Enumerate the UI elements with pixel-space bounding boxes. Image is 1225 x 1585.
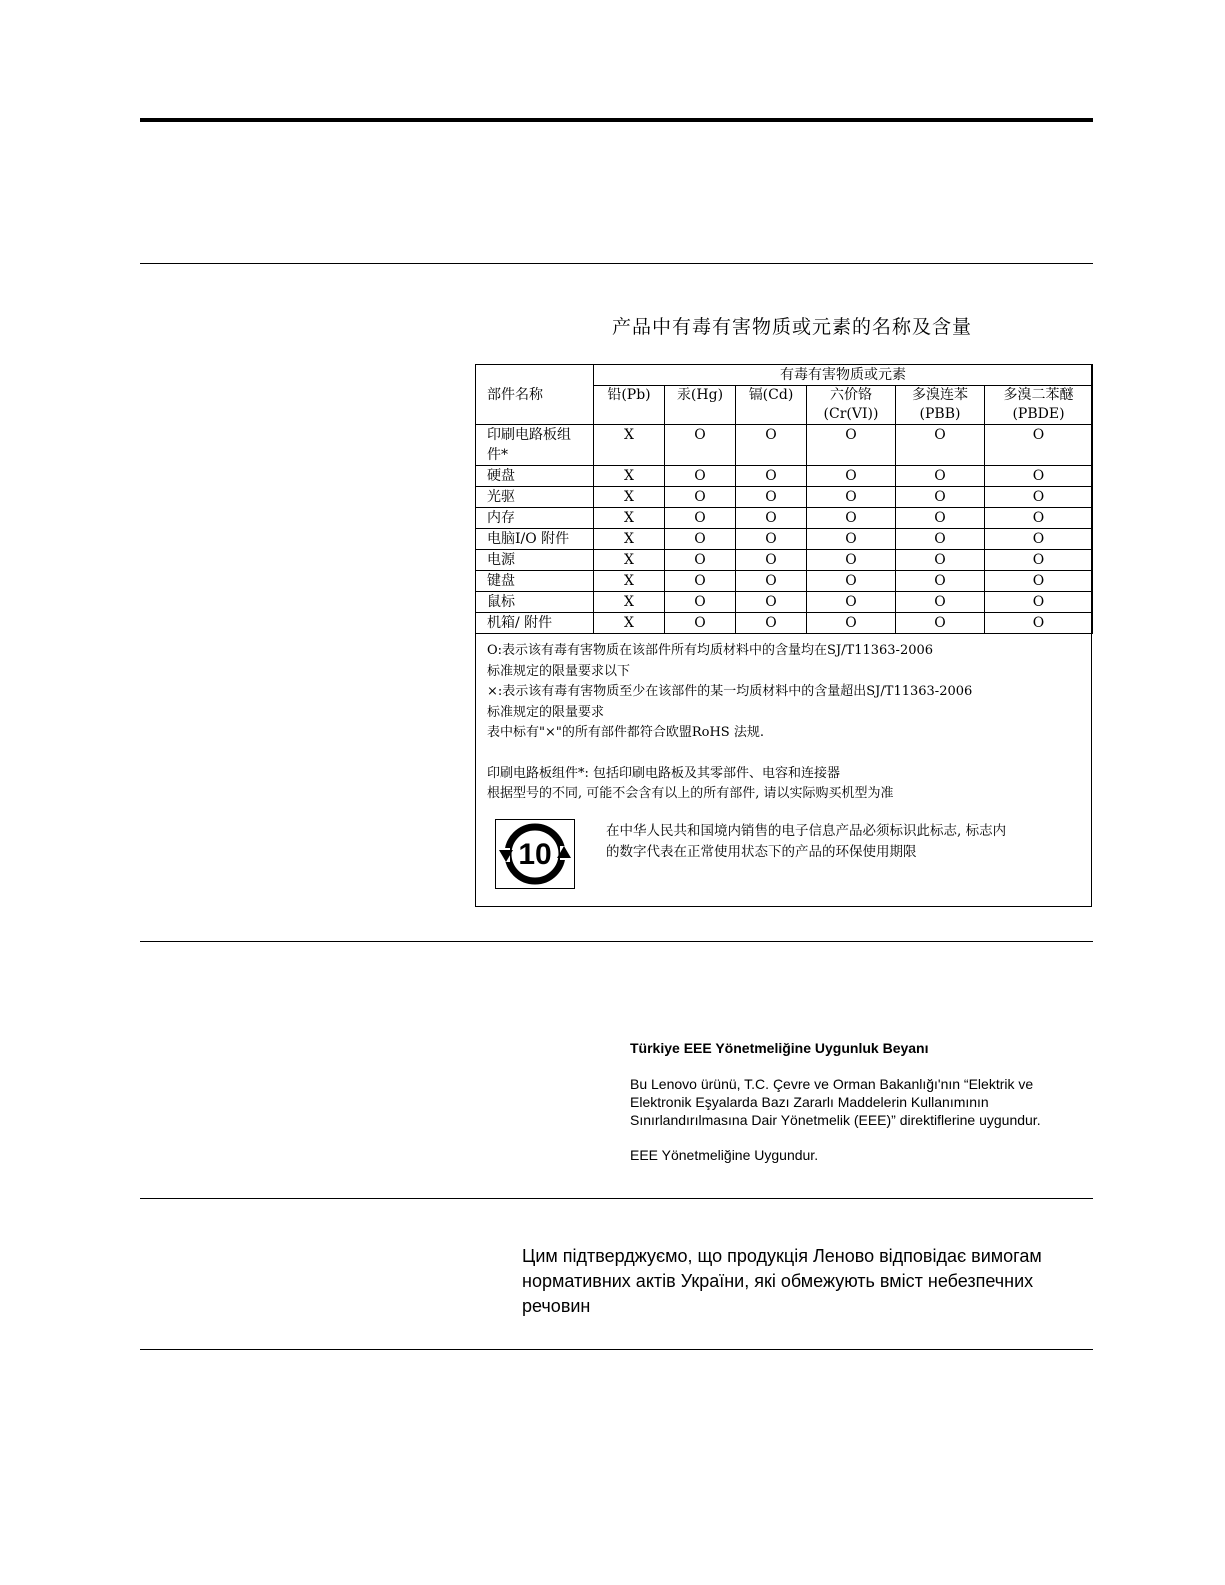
substance-value-cell: O xyxy=(896,592,985,613)
part-name-cell: 键盘 xyxy=(476,571,594,592)
substance-value-cell: O xyxy=(985,613,1093,634)
substance-value-cell: O xyxy=(807,466,896,487)
part-name-cell: 电源 xyxy=(476,550,594,571)
substance-value-cell: O xyxy=(736,425,807,466)
part-name-cell: 内存 xyxy=(476,508,594,529)
ukraine-line: речовин xyxy=(522,1296,591,1316)
substance-value-cell: O xyxy=(896,550,985,571)
substance-value-cell: X xyxy=(594,613,665,634)
eco-label-description xyxy=(606,821,1086,863)
eco-label-number: 10 xyxy=(518,838,552,871)
table-row xyxy=(476,550,1093,571)
turkey-closing: EEE Yönetmeliğine Uygundur. xyxy=(630,1147,819,1163)
ukraine-line: нормативних актів України, які обмежують вміст небезпечних xyxy=(522,1271,1034,1291)
top-rule xyxy=(140,118,1093,122)
note-line: O:表示该有毒有害物质在该部件所有均质材料中的含量均在SJ/T11363-2006 xyxy=(487,643,934,658)
turkey-line: Elektronik Eşyalarda Bazı Zararlı Maddelerin Kullanımının xyxy=(630,1094,989,1110)
turkey-line: Sınırlandırılmasına Dair Yönetmelik (EEE)” direktiflerine uygundur. xyxy=(630,1112,1041,1128)
note-line: ×:表示该有毒有害物质至少在该部件的某一均质材料中的含量超出SJ/T11363-2006 xyxy=(487,684,973,699)
substance-value-cell: O xyxy=(896,508,985,529)
part-name-cell: 鼠标 xyxy=(476,592,594,613)
note-line: 标准规定的限量要求 xyxy=(487,704,605,720)
element-header: 汞(Hg) xyxy=(665,386,736,425)
table-row xyxy=(476,466,1093,487)
part-name-header: 部件名称 xyxy=(476,365,594,425)
substance-group-header: 有毒有害物质或元素 xyxy=(594,365,1093,386)
substance-value-cell: X xyxy=(594,508,665,529)
substance-value-cell: O xyxy=(665,571,736,592)
turkey-declaration xyxy=(630,1040,1100,1163)
section-divider xyxy=(140,941,1093,942)
turkey-paragraph xyxy=(630,1075,1100,1129)
substance-value-cell: O xyxy=(807,529,896,550)
section-divider xyxy=(140,1198,1093,1199)
substance-value-cell: O xyxy=(985,529,1093,550)
substance-value-cell: O xyxy=(985,571,1093,592)
substance-value-cell: O xyxy=(807,592,896,613)
substance-value-cell: O xyxy=(985,466,1093,487)
hazardous-substance-table xyxy=(475,364,1093,634)
substance-value-cell: O xyxy=(807,613,896,634)
eco-text-line: 的数字代表在正常使用状态下的产品的环保使用期限 xyxy=(606,844,917,860)
substance-value-cell: O xyxy=(665,425,736,466)
turkey-title: Türkiye EEE Yönetmeliğine Uygunluk Beyanı xyxy=(630,1040,929,1056)
substance-value-cell: O xyxy=(807,425,896,466)
substance-value-cell: O xyxy=(896,613,985,634)
substance-value-cell: X xyxy=(594,550,665,571)
substance-value-cell: O xyxy=(985,550,1093,571)
substance-value-cell: O xyxy=(736,466,807,487)
substance-value-cell: X xyxy=(594,592,665,613)
element-header: 多溴连苯 (PBB) xyxy=(896,386,985,425)
table-notes xyxy=(487,641,1082,805)
substance-value-cell: O xyxy=(665,529,736,550)
table-row xyxy=(476,613,1093,634)
turkey-line: Bu Lenovo ürünü, T.C. Çevre ve Orman Bakanlığı'nın “Elektrik ve xyxy=(630,1076,1034,1092)
substance-value-cell: O xyxy=(807,571,896,592)
element-header: 铅(Pb) xyxy=(594,386,665,425)
part-name-cell: 印刷电路板组 件* xyxy=(476,425,594,466)
substance-value-cell: O xyxy=(807,550,896,571)
substance-value-cell: O xyxy=(665,613,736,634)
element-header: 镉(Cd) xyxy=(736,386,807,425)
table-row xyxy=(476,592,1093,613)
substance-value-cell: O xyxy=(985,508,1093,529)
substance-value-cell: O xyxy=(665,592,736,613)
substance-value-cell: O xyxy=(807,487,896,508)
china-rohs-title: 产品中有毒有害物质或元素的名称及含量 xyxy=(612,316,973,338)
table-row xyxy=(476,487,1093,508)
substance-value-cell: O xyxy=(807,508,896,529)
substance-value-cell: O xyxy=(736,487,807,508)
environment-protection-use-period-icon xyxy=(495,819,575,889)
table-row xyxy=(476,425,1093,466)
part-name-cell: 硬盘 xyxy=(476,466,594,487)
note-line: 标准规定的限量要求以下 xyxy=(487,663,631,679)
part-name-cell: 电脑I/O 附件 xyxy=(476,529,594,550)
ukraine-declaration xyxy=(522,1244,1102,1319)
substance-value-cell: O xyxy=(985,592,1093,613)
substance-value-cell: O xyxy=(736,550,807,571)
substance-value-cell: O xyxy=(665,487,736,508)
note-line: 表中标有"×"的所有部件都符合欧盟RoHS 法规. xyxy=(487,725,764,740)
substance-value-cell: O xyxy=(985,425,1093,466)
substance-value-cell: O xyxy=(896,487,985,508)
substance-value-cell: O xyxy=(736,613,807,634)
element-header: 多溴二苯醚 (PBDE) xyxy=(985,386,1093,425)
ukraine-line: Цим підтверджуємо, що продукція Леново відповідає вимогам xyxy=(522,1246,1042,1266)
substance-value-cell: X xyxy=(594,425,665,466)
table-row xyxy=(476,571,1093,592)
substance-value-cell: O xyxy=(736,571,807,592)
element-header: 六价铬 (Cr(VI)) xyxy=(807,386,896,425)
substance-value-cell: X xyxy=(594,466,665,487)
note-line: 根据型号的不同, 可能不会含有以上的所有部件, 请以实际购买机型为准 xyxy=(487,786,894,801)
substance-value-cell: O xyxy=(665,508,736,529)
eco-text-line: 在中华人民共和国境内销售的电子信息产品必须标识此标志, 标志内 xyxy=(606,823,1007,839)
substance-value-cell: O xyxy=(736,592,807,613)
substance-value-cell: O xyxy=(896,529,985,550)
substance-value-cell: O xyxy=(896,571,985,592)
substance-value-cell: X xyxy=(594,487,665,508)
substance-value-cell: O xyxy=(896,466,985,487)
part-name-cell: 光驱 xyxy=(476,487,594,508)
section-divider xyxy=(140,263,1093,264)
substance-value-cell: O xyxy=(665,550,736,571)
table-row xyxy=(476,508,1093,529)
part-name-cell: 机箱/ 附件 xyxy=(476,613,594,634)
substance-value-cell: O xyxy=(896,425,985,466)
substance-value-cell: O xyxy=(736,508,807,529)
section-divider xyxy=(140,1349,1093,1350)
table-row xyxy=(476,529,1093,550)
substance-value-cell: X xyxy=(594,529,665,550)
substance-value-cell: O xyxy=(665,466,736,487)
substance-value-cell: X xyxy=(594,571,665,592)
substance-value-cell: O xyxy=(985,487,1093,508)
china-rohs-box xyxy=(475,364,1092,907)
substance-value-cell: O xyxy=(736,529,807,550)
note-line: 印刷电路板组件*: 包括印刷电路板及其零部件、电容和连接器 xyxy=(487,765,841,781)
